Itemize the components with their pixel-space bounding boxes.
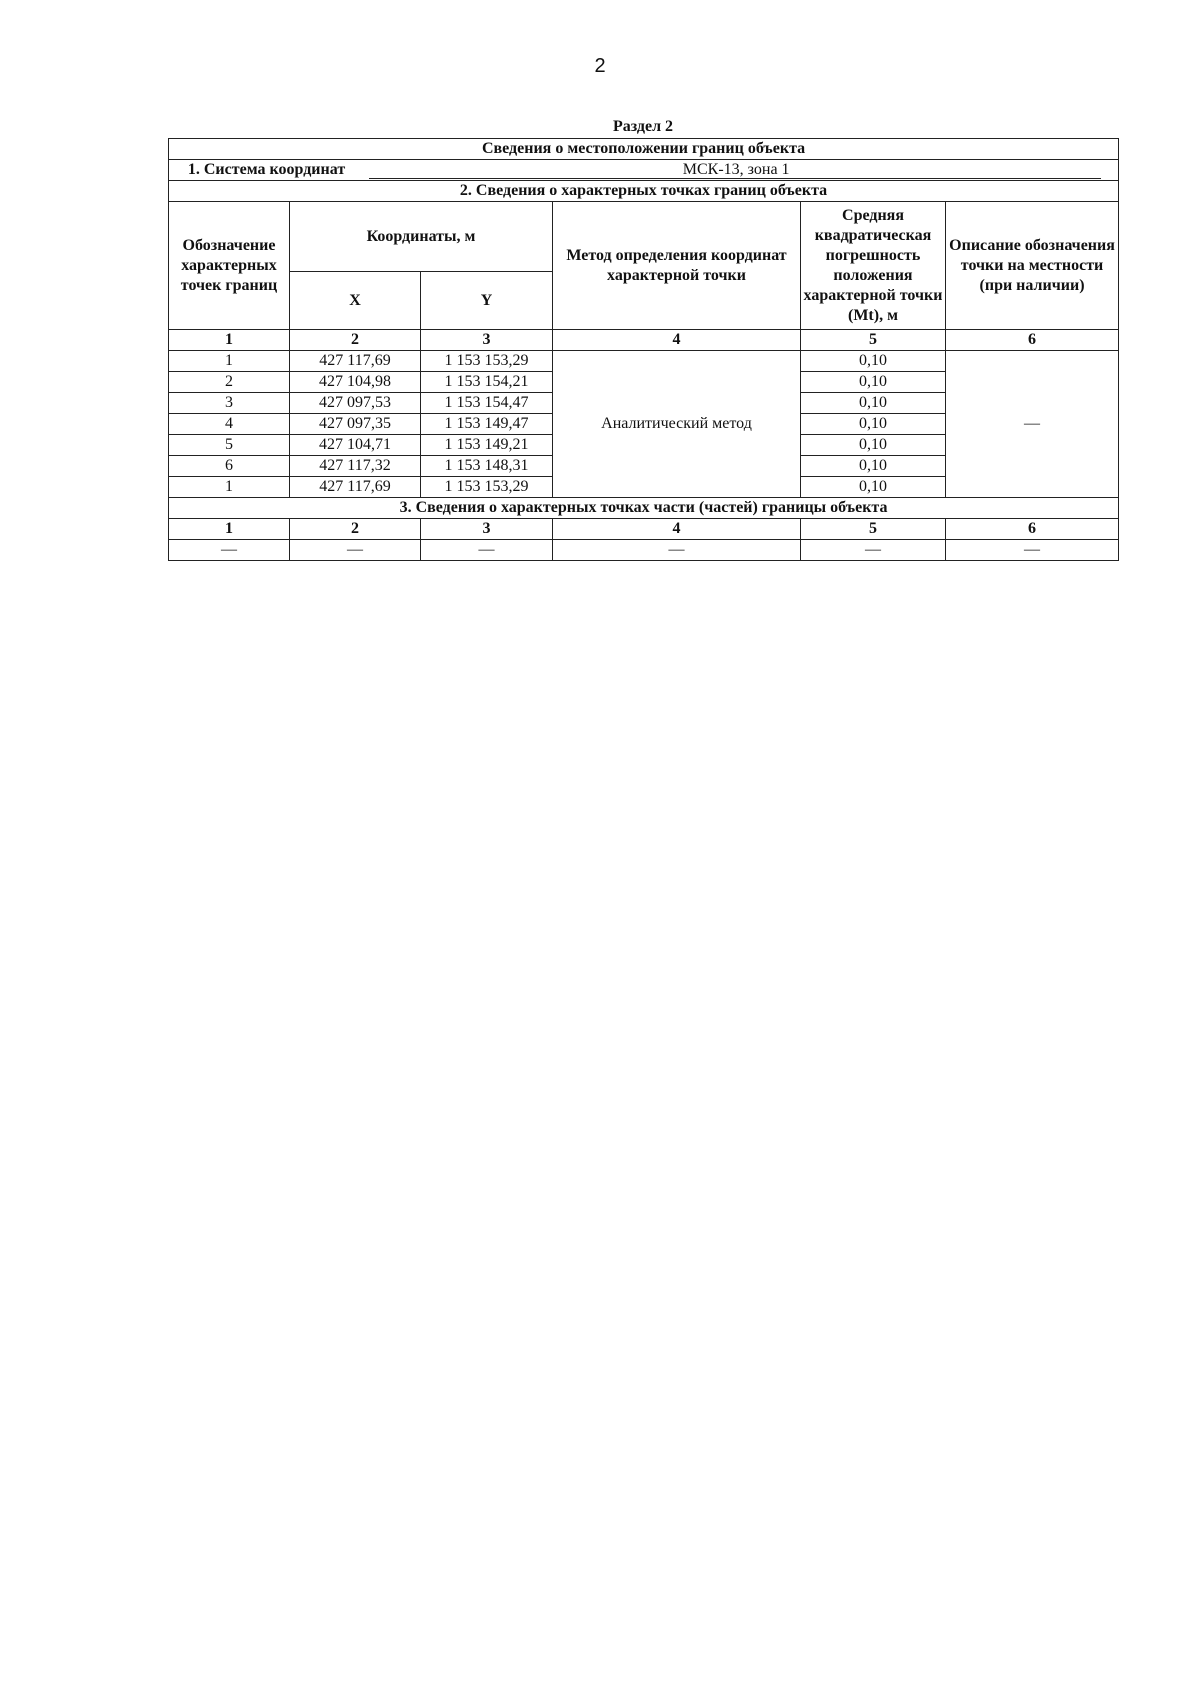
x-cell: 427 117,69 (290, 351, 421, 372)
column-number: 1 (169, 519, 290, 540)
header-error: Средняя квадратическая погрешность положения характерной точки (Mt), м (801, 202, 946, 330)
column-number: 4 (553, 519, 801, 540)
table-row (169, 351, 1119, 372)
point-cell: 1 (169, 477, 290, 498)
y-cell: 1 153 153,29 (421, 477, 553, 498)
column-number: 3 (421, 330, 553, 351)
coord-system-value: МСК-13, зона 1 (369, 161, 1101, 180)
column-numbers-row (169, 330, 1119, 351)
section-title: Раздел 2 (612, 118, 674, 135)
y-cell: 1 153 154,47 (421, 393, 553, 414)
mt-cell: 0,10 (801, 456, 946, 477)
y-cell: 1 153 148,31 (421, 456, 553, 477)
column-number: 2 (290, 519, 421, 540)
dash-cell: — (946, 540, 1119, 561)
part3-title: 3. Сведения о характерных точках части (частей) границы объекта (169, 498, 1119, 519)
dash-cell: — (290, 540, 421, 561)
x-cell: 427 117,32 (290, 456, 421, 477)
mt-cell: 0,10 (801, 393, 946, 414)
point-cell: 2 (169, 372, 290, 393)
x-cell: 427 097,35 (290, 414, 421, 435)
column-number: 6 (946, 519, 1119, 540)
boundary-table (168, 138, 1119, 561)
mt-cell: 0,10 (801, 435, 946, 456)
part3-dash-row (169, 540, 1119, 561)
point-cell: 4 (169, 414, 290, 435)
mt-cell: 0,10 (801, 477, 946, 498)
part2-title: 2. Сведения о характерных точках границ объекта (169, 181, 1119, 202)
y-cell: 1 153 149,21 (421, 435, 553, 456)
point-cell: 3 (169, 393, 290, 414)
x-cell: 427 104,71 (290, 435, 421, 456)
header-coords: Координаты, м (290, 202, 553, 272)
mt-cell: 0,10 (801, 351, 946, 372)
header-x: X (290, 272, 421, 330)
column-number: 5 (801, 330, 946, 351)
y-cell: 1 153 153,29 (421, 351, 553, 372)
coord-system-label: 1. Система координат (187, 160, 346, 178)
y-cell: 1 153 149,47 (421, 414, 553, 435)
coord-system-row (169, 160, 1119, 181)
table-title: Сведения о местоположении границ объекта (169, 139, 1119, 160)
column-number: 2 (290, 330, 421, 351)
dash-cell: — (801, 540, 946, 561)
header-description: Описание обозначения точки на местности (при наличии) (946, 202, 1119, 330)
point-cell: 6 (169, 456, 290, 477)
method-cell: Аналитический метод (553, 351, 801, 498)
header-y: Y (421, 272, 553, 330)
point-cell: 5 (169, 435, 290, 456)
column-number: 5 (801, 519, 946, 540)
description-cell: — (946, 351, 1119, 498)
dash-cell: — (169, 540, 290, 561)
x-cell: 427 117,69 (290, 477, 421, 498)
dash-cell: — (553, 540, 801, 561)
point-cell: 1 (169, 351, 290, 372)
mt-cell: 0,10 (801, 372, 946, 393)
page-number: 2 (594, 55, 606, 77)
header-point: Обозначение характерных точек границ (169, 202, 290, 330)
dash-cell: — (421, 540, 553, 561)
column-number: 1 (169, 330, 290, 351)
y-cell: 1 153 154,21 (421, 372, 553, 393)
header-method: Метод определения координат характерной точки (553, 202, 801, 330)
x-cell: 427 104,98 (290, 372, 421, 393)
column-number: 6 (946, 330, 1119, 351)
mt-cell: 0,10 (801, 414, 946, 435)
x-cell: 427 097,53 (290, 393, 421, 414)
column-number: 4 (553, 330, 801, 351)
part3-column-numbers-row (169, 519, 1119, 540)
column-number: 3 (421, 519, 553, 540)
